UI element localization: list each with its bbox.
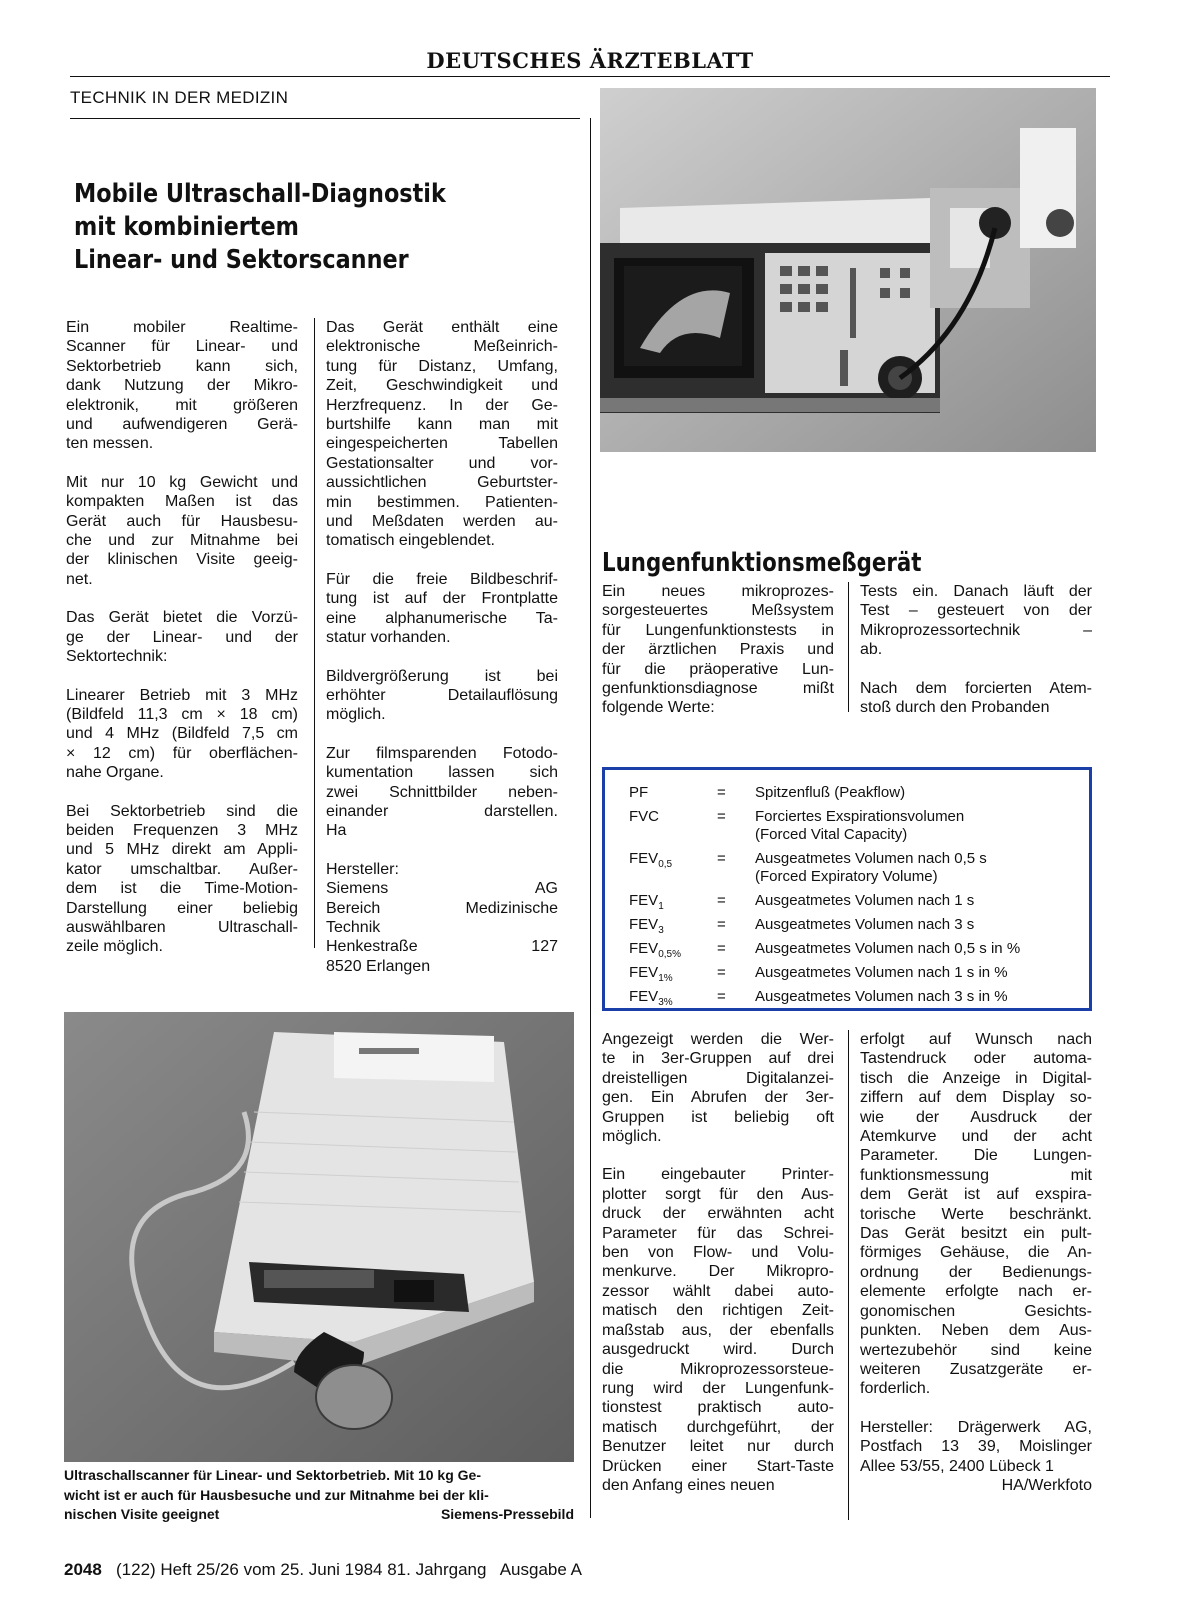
paragraph — [602, 582, 834, 718]
text-line: ausgedruckt wird. Durch — [602, 1341, 834, 1359]
column-divider — [590, 118, 591, 1518]
col-separator — [848, 582, 849, 712]
text-line: gen. Ein Abrufen der 3er- — [602, 1089, 834, 1107]
equals-sign: = — [717, 940, 726, 957]
portable-scanner-image — [64, 1012, 574, 1462]
text-line: Ein eingebauter Printer- — [602, 1166, 834, 1184]
text-line: beiden Frequenzen 3 MHz — [66, 821, 298, 839]
portable-scanner-photo — [64, 1012, 574, 1462]
equals-sign: = — [717, 964, 726, 981]
abbreviation — [629, 808, 659, 826]
text-line: ordnung der Bedienungs- — [860, 1263, 1092, 1281]
text-line: Zur filmsparenden Fotodo- — [326, 744, 558, 762]
abbreviation-description — [755, 940, 1020, 958]
text-line: tionstest praktisch auto- — [602, 1399, 834, 1417]
text-line: Zeit, Geschwindigkeit und — [326, 377, 558, 395]
abbreviation-subscript: 3 — [658, 925, 664, 936]
text-line: matisch den richtigen Zeit- — [602, 1302, 834, 1320]
text-line: kator umschaltbar. Außer- — [66, 860, 298, 878]
text-line: ziffern auf dem Display so- — [860, 1089, 1092, 1107]
text-line: Bildvergrößerung ist bei — [326, 667, 558, 685]
section-label: TECHNIK IN DER MEDIZIN — [70, 88, 289, 107]
description-line: Ausgeatmetes Volumen nach 0,5 s — [755, 850, 987, 867]
text-line: Tests ein. Danach läuft der — [860, 583, 1092, 600]
paragraph — [602, 1030, 834, 1146]
col-separator — [848, 1030, 849, 1520]
paragraph — [66, 686, 298, 783]
abbreviation — [629, 916, 664, 940]
article1-col1 — [66, 318, 298, 976]
text-line: einander darstellen. — [326, 802, 558, 820]
paragraph — [860, 1418, 1092, 1476]
paragraph — [602, 1165, 834, 1495]
text-line: che und zur Mitnahme bei — [66, 532, 298, 550]
section-rule — [70, 118, 580, 119]
article2-intro-left — [602, 582, 834, 737]
text-line: dem ist die Time-Motion- — [66, 880, 298, 898]
ultrasound-device-photo — [600, 88, 1096, 452]
description-line: Ausgeatmetes Volumen nach 3 s — [755, 916, 975, 933]
text-line: forderlich. — [860, 1380, 931, 1398]
text-line: tomatisch eingeblendet. — [326, 532, 495, 550]
text-line: und 4 MHz (Bildfeld 7,5 cm — [66, 725, 298, 743]
equals-sign: = — [717, 850, 726, 867]
description-line: Ausgeatmetes Volumen nach 0,5 s in % — [755, 940, 1021, 957]
article2-body-left — [602, 1030, 834, 1514]
text-line: ten messen. — [66, 435, 154, 453]
abbreviation-description — [755, 808, 964, 844]
text-line: menkurve. Der Mikropro- — [602, 1263, 834, 1281]
title-line: Linear- und Sektorscanner — [74, 245, 409, 275]
text-line: sorgesteuertes Meßsystem — [602, 602, 834, 620]
paragraph — [860, 679, 1092, 718]
text-line: rung wird der Lungenfunk- — [602, 1379, 834, 1397]
title-line: mit kombiniertem — [74, 212, 299, 242]
text-line: Parameter. Die Lungen- — [860, 1147, 1092, 1165]
issue-info: (122) Heft 25/26 vom 25. Juni 1984 81. Jahrgang — [116, 1560, 487, 1579]
text-line: förmiges Gehäuse, die An- — [860, 1244, 1092, 1262]
page-number: 2048 — [64, 1560, 102, 1579]
paragraph — [66, 608, 298, 666]
abbreviation-base: FEV — [629, 850, 659, 867]
article2-body-right — [860, 1030, 1092, 1495]
text-line: kompakten Maßen ist das — [66, 493, 298, 511]
text-line: Das Gerät besitzt ein pult- — [860, 1225, 1092, 1243]
article1-col2 — [326, 318, 558, 995]
text-line: Darstellung einer beliebig — [66, 899, 298, 917]
text-line: Angezeigt werden die Wer- — [602, 1031, 834, 1048]
text-line: burtshilfe kann man mit — [326, 416, 558, 434]
text-line: elektronische Meßeinrich- — [326, 338, 558, 356]
masthead: DEUTSCHES ÄRZTEBLATT — [426, 48, 754, 73]
description-line: (Forced Vital Capacity) — [755, 826, 908, 843]
text-line: für die präoperative Lun- — [602, 660, 834, 678]
abbreviation-subscript: 1% — [658, 973, 673, 984]
text-line: tung für Distanz, Umfang, — [326, 357, 558, 375]
equals-sign: = — [717, 916, 726, 933]
text-line: elektronik, mit größeren — [66, 396, 298, 414]
edition: Ausgabe A — [499, 1560, 582, 1579]
description-line: Spitzenfluß (Peakflow) — [755, 784, 906, 801]
abbreviation — [629, 940, 681, 964]
text-line: druck der erwähnten acht — [602, 1205, 834, 1223]
text-line: Gestationsalter und vor- — [326, 454, 558, 472]
text-line: Gerät auch für Hausbesu- — [66, 512, 298, 530]
text-line: Gruppen ist beliebig oft — [602, 1108, 834, 1126]
text-line: der klinischen Visite geeig- — [66, 551, 298, 569]
text-line: Ein neues mikroprozes- — [602, 583, 834, 600]
text-line: wertezubehör sind keine — [860, 1341, 1092, 1359]
description-line: Ausgeatmetes Volumen nach 1 s — [755, 892, 975, 909]
text-line: Test – gesteuert von der — [860, 602, 1092, 620]
paragraph — [66, 318, 298, 454]
masthead-rule — [70, 76, 1110, 77]
paragraph — [326, 667, 558, 725]
text-line: min bestimmen. Patienten- — [326, 493, 558, 511]
text-line: (Bildfeld 11,3 cm × 18 cm) — [66, 705, 298, 723]
description-line: Ausgeatmetes Volumen nach 1 s in % — [755, 964, 1008, 981]
text-line: der ärztlichen Praxis und — [602, 641, 834, 659]
text-line: net. — [66, 570, 93, 588]
abbreviation-base: FVC — [629, 808, 659, 825]
text-line: Bei Sektorbetrieb sind die — [66, 802, 298, 820]
text-line: dreistelligen Digitalanzei- — [602, 1069, 834, 1087]
abbreviation-base: FEV — [629, 940, 659, 957]
text-line: den Anfang eines neuen — [602, 1476, 775, 1494]
text-line: Postfach 13 39, Moislinger — [860, 1438, 1092, 1456]
text-line: Hersteller: — [326, 860, 399, 878]
text-line: Drücken einer Start-Taste — [602, 1457, 834, 1475]
text-line: Benutzer leitet nur durch — [602, 1438, 834, 1456]
abbreviation-subscript: 0,5% — [658, 949, 681, 960]
abbreviation-subscript: 3% — [658, 997, 673, 1008]
photo-caption — [64, 1466, 574, 1525]
abbreviation-base: PF — [629, 784, 649, 801]
paragraph — [326, 570, 558, 648]
photo-credit: HA/Werkfoto — [1001, 1476, 1092, 1494]
text-line: dem Gerät ist auf exspira- — [860, 1186, 1092, 1204]
text-line: zeile möglich. — [66, 938, 163, 956]
text-line: möglich. — [326, 706, 386, 724]
abbreviation — [629, 892, 664, 916]
paragraph — [860, 1030, 1092, 1399]
ultrasound-device-image — [600, 88, 1096, 452]
text-line: Herzfrequenz. In der Ge- — [326, 396, 558, 414]
abbreviation-description — [755, 988, 1008, 1006]
text-line: Allee 53/55, 2400 Lübeck 1 — [860, 1457, 1054, 1475]
abbreviation-base: FEV — [629, 892, 659, 909]
abbreviation — [629, 964, 673, 988]
text-line: dank Nutzung der Mikro- — [66, 377, 298, 395]
text-line: statur vorhanden. — [326, 629, 451, 647]
text-line: ge der Linear- und der — [66, 628, 298, 646]
paragraph — [66, 802, 298, 957]
description-line: (Forced Expiratory Volume) — [755, 868, 938, 885]
text-line: wie der Ausdruck der — [860, 1108, 1092, 1126]
text-line: die Mikroprozessorsteue- — [602, 1360, 834, 1378]
text-line: Ha — [326, 822, 347, 840]
caption-line: nischen Visite geeignet — [64, 1506, 220, 1522]
abbreviation — [629, 784, 648, 802]
text-line: ab. — [860, 641, 883, 659]
equals-sign: = — [717, 988, 726, 1005]
text-line: Bereich Medizinische — [326, 899, 558, 917]
abbreviation-description — [755, 892, 974, 910]
abbreviation-base: FEV — [629, 916, 659, 933]
text-line: Das Gerät enthält eine — [326, 319, 558, 336]
text-line: tisch die Anzeige in Digital- — [860, 1069, 1092, 1087]
caption-line: Ultraschallscanner für Linear- und Sektorbetrieb. Mit 10 kg Ge- — [64, 1467, 481, 1483]
abbreviation-subscript: 1 — [658, 901, 664, 912]
col-separator — [314, 318, 315, 948]
text-line: Technik — [326, 918, 381, 936]
text-line: zessor wählt dabei auto- — [602, 1282, 834, 1300]
text-line: Sektorbetrieb kann sich, — [66, 357, 298, 375]
abbreviation-table — [602, 767, 1092, 1011]
equals-sign: = — [717, 892, 726, 909]
paragraph — [326, 318, 558, 551]
abbreviation — [629, 850, 672, 874]
text-line: und aufwendigeren Gerä- — [66, 416, 298, 434]
text-line: Hersteller: Drägerwerk AG, — [860, 1418, 1092, 1436]
abbreviation-subscript: 0,5 — [658, 859, 673, 870]
text-line: tung ist auf der Frontplatte — [326, 590, 558, 608]
abbreviation-description — [755, 850, 987, 886]
equals-sign: = — [717, 784, 726, 801]
article2-intro-right — [860, 582, 1092, 736]
photo-credit: Siemens-Pressebild — [440, 1506, 574, 1522]
text-line: punkten. Neben dem Aus- — [860, 1322, 1092, 1340]
article1-title — [74, 178, 504, 277]
paragraph — [326, 744, 558, 841]
text-line: Mit nur 10 kg Gewicht und — [66, 473, 298, 491]
text-line: matisch durchgeführt, der — [602, 1418, 834, 1436]
text-line: für Lungenfunktionstests in — [602, 621, 834, 639]
text-line: Henkestraße 127 — [326, 938, 558, 956]
caption-last-row — [64, 1505, 574, 1525]
text-line: Ein mobiler Realtime- — [66, 319, 298, 336]
text-line: möglich. — [602, 1128, 662, 1146]
text-line: Siemens AG — [326, 880, 558, 898]
text-line: zwei Schnittbilder neben- — [326, 783, 558, 801]
equals-sign: = — [717, 808, 726, 825]
abbreviation-base: FEV — [629, 988, 659, 1005]
article2-title: Lungenfunktionsmeßgerät — [602, 548, 922, 578]
text-line: folgende Werte: — [602, 699, 715, 717]
text-line: eine alphanumerische Ta- — [326, 609, 558, 627]
page-footer — [64, 1560, 582, 1580]
text-line: Atemkurve und der acht — [860, 1128, 1092, 1146]
abbreviation-description — [755, 964, 1008, 982]
text-line: funktionsmessung mit — [860, 1166, 1092, 1184]
text-line: aussichtlichen Geburtster- — [326, 474, 558, 492]
text-line: ben von Flow- und Volu- — [602, 1244, 834, 1262]
text-line: maßstab aus, der ebenfalls — [602, 1321, 834, 1339]
abbreviation-description — [755, 784, 905, 802]
text-line: Tastendruck oder automa- — [860, 1050, 1092, 1068]
text-line: Linearer Betrieb mit 3 MHz — [66, 686, 298, 704]
abbreviation-base: FEV — [629, 964, 659, 981]
text-line: eingespeicherten Tabellen — [326, 435, 558, 453]
abbreviation — [629, 988, 673, 1012]
paragraph — [66, 473, 298, 589]
text-line: Sektortechnik: — [66, 648, 168, 666]
text-line: Parameter für das Schrei- — [602, 1224, 834, 1242]
paragraph — [860, 582, 1092, 660]
text-line: torische Werte beschränkt. — [860, 1205, 1092, 1223]
paragraph — [326, 860, 558, 976]
text-line: elemente erfolgte nach er- — [860, 1283, 1092, 1301]
text-line: plotter sorgt für den Aus- — [602, 1185, 834, 1203]
text-line: auswählbaren Ultraschall- — [66, 918, 298, 936]
description-line: Forciertes Exspirationsvolumen — [755, 808, 965, 825]
text-line: Das Gerät bietet die Vorzü- — [66, 609, 298, 627]
text-line: erfolgt auf Wunsch nach — [860, 1031, 1092, 1048]
text-line: Scanner für Linear- und — [66, 338, 298, 356]
text-line: × 12 cm) für oberflächen- — [66, 744, 298, 762]
text-line: erhöhter Detailauflösung — [326, 686, 558, 704]
text-line: nahe Organe. — [66, 764, 164, 782]
text-line: 8520 Erlangen — [326, 957, 431, 975]
text-line: Nach dem forcierten Atem- — [860, 679, 1092, 697]
abbreviation-description — [755, 916, 974, 934]
text-line: kumentation lassen sich — [326, 764, 558, 782]
text-line: weiteren Zusatzgeräte er- — [860, 1360, 1092, 1378]
description-line: Ausgeatmetes Volumen nach 3 s in % — [755, 988, 1008, 1005]
text-line: gonomischen Gesichts- — [860, 1302, 1092, 1320]
text-line: und 5 MHz direkt am Appli- — [66, 841, 298, 859]
title-line: Mobile Ultraschall-Diagnostik — [74, 179, 446, 209]
text-line: te in 3er-Gruppen auf drei — [602, 1050, 834, 1068]
caption-line: wicht ist er auch für Hausbesuche und zur Mitnahme bei der kli- — [64, 1486, 489, 1503]
text-line: Mikroprozessortechnik – — [860, 621, 1092, 639]
text-line: Für die freie Bildbeschrif- — [326, 570, 558, 588]
text-line: genfunktionsdiagnose mißt — [602, 680, 834, 698]
text-line: und Meßdaten werden au- — [326, 513, 558, 531]
text-line: stoß durch den Probanden — [860, 699, 1050, 717]
